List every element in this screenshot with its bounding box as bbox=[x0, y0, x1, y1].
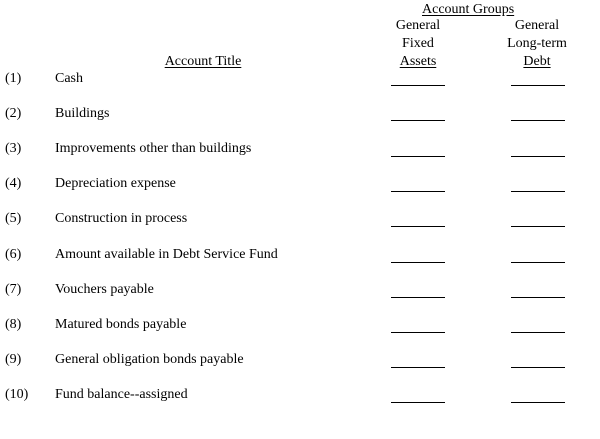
fixed-assets-blank[interactable] bbox=[391, 156, 445, 157]
fixed-assets-blank[interactable] bbox=[391, 367, 445, 368]
long-term-debt-blank[interactable] bbox=[511, 332, 565, 333]
fixed-assets-blank[interactable] bbox=[391, 226, 445, 227]
row-number: (6) bbox=[5, 247, 22, 262]
row-number: (4) bbox=[5, 176, 22, 191]
long-term-debt-blank[interactable] bbox=[511, 85, 565, 86]
long-term-debt-blank[interactable] bbox=[511, 120, 565, 121]
row-number: (3) bbox=[5, 141, 22, 156]
long-term-debt-blank[interactable] bbox=[511, 156, 565, 157]
row-number: (5) bbox=[5, 211, 22, 226]
fixed-assets-blank[interactable] bbox=[391, 120, 445, 121]
long-term-debt-blank[interactable] bbox=[511, 297, 565, 298]
long-term-debt-blank[interactable] bbox=[511, 262, 565, 263]
row-title: Buildings bbox=[55, 106, 110, 121]
row-number: (1) bbox=[5, 71, 22, 86]
fixed-assets-blank[interactable] bbox=[391, 262, 445, 263]
fixed-assets-blank[interactable] bbox=[391, 332, 445, 333]
fixed-assets-blank[interactable] bbox=[391, 297, 445, 298]
row-title: Vouchers payable bbox=[55, 282, 154, 297]
row-number: (8) bbox=[5, 317, 22, 332]
col-fixed-assets-line1: General bbox=[395, 18, 441, 33]
long-term-debt-blank[interactable] bbox=[511, 191, 565, 192]
col-long-term-debt-line2: Long-term bbox=[507, 36, 567, 51]
row-number: (10) bbox=[5, 387, 29, 402]
col-fixed-assets-line2: Fixed bbox=[402, 36, 434, 51]
fixed-assets-blank[interactable] bbox=[391, 191, 445, 192]
row-number: (7) bbox=[5, 282, 22, 297]
row-title: Cash bbox=[55, 71, 83, 86]
row-number: (9) bbox=[5, 352, 22, 367]
row-title: Construction in process bbox=[55, 211, 188, 226]
row-number: (2) bbox=[5, 106, 22, 121]
long-term-debt-blank[interactable] bbox=[511, 367, 565, 368]
account-title-heading: Account Title bbox=[164, 54, 242, 69]
row-title: Depreciation expense bbox=[55, 176, 176, 191]
account-groups-heading: Account Groups bbox=[422, 2, 515, 17]
col-long-term-debt-line1: General bbox=[514, 18, 560, 33]
col-long-term-debt-line3: Debt bbox=[523, 54, 551, 69]
fixed-assets-blank[interactable] bbox=[391, 402, 445, 403]
row-title: General obligation bonds payable bbox=[55, 352, 244, 367]
row-title: Improvements other than buildings bbox=[55, 141, 252, 156]
long-term-debt-blank[interactable] bbox=[511, 226, 565, 227]
row-title: Matured bonds payable bbox=[55, 317, 187, 332]
row-title: Amount available in Debt Service Fund bbox=[55, 247, 278, 262]
row-title: Fund balance--assigned bbox=[55, 387, 188, 402]
col-fixed-assets-line3: Assets bbox=[399, 54, 437, 69]
long-term-debt-blank[interactable] bbox=[511, 402, 565, 403]
fixed-assets-blank[interactable] bbox=[391, 85, 445, 86]
